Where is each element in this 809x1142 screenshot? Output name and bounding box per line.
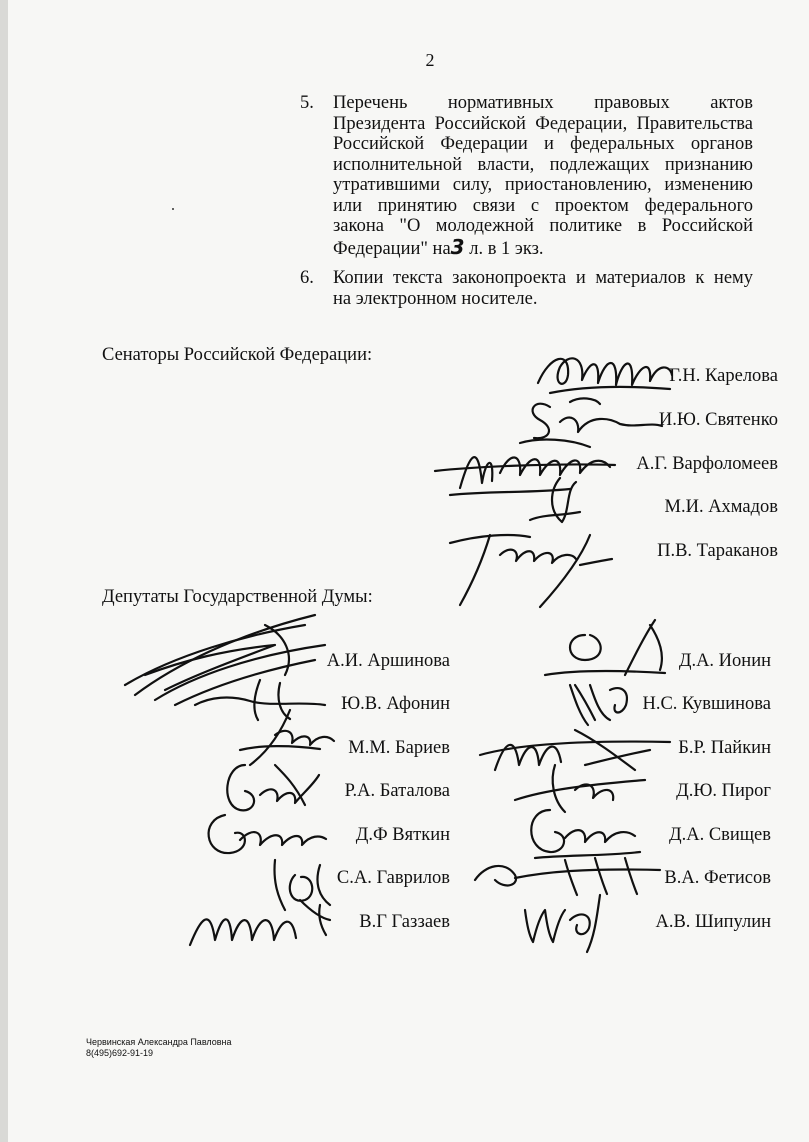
- signature-gavrilov: [255, 855, 345, 915]
- signature-karelova: [530, 345, 680, 405]
- signature-fetisov: [465, 850, 665, 900]
- scan-speck: [172, 208, 174, 210]
- deputy-name: С.А. Гаврилов: [336, 868, 450, 888]
- signature-kuvshinova: [560, 670, 640, 730]
- text-line: закона "О молодежной политике в Российской: [333, 216, 753, 236]
- list-item-text: [333, 268, 753, 309]
- deputy-name: В.Г Газзаев: [359, 912, 450, 932]
- senator-name: И.Ю. Святенко: [658, 410, 778, 430]
- text-line: на электронном носителе.: [333, 288, 538, 309]
- footer-phone: 8(495)692-91-19: [86, 1048, 154, 1058]
- signature-pirog: [505, 760, 655, 820]
- footer-contact: [86, 1037, 232, 1059]
- signature-gazzaev: [180, 890, 340, 955]
- text-line: Копии текста законопроекта и материалов к нему: [333, 268, 753, 288]
- senator-name: А.Г. Варфоломеев: [636, 454, 778, 474]
- scan-left-edge: [0, 0, 8, 1142]
- deputy-name: Д.Ф Вяткин: [355, 825, 450, 845]
- deputy-name: А.В. Шипулин: [655, 912, 771, 932]
- senator-name: Г.Н. Карелова: [669, 366, 778, 386]
- text-fragment: л. в 1 экз.: [464, 238, 544, 259]
- list-item-number: 5.: [300, 93, 314, 113]
- signature-varfolomeev: [430, 433, 620, 503]
- handwritten-count: 3: [450, 234, 465, 259]
- senators-heading: Сенаторы Российской Федерации:: [102, 345, 373, 365]
- text-fragment: Федерации" на: [333, 238, 451, 259]
- deputy-name: Ю.В. Афонин: [341, 694, 450, 714]
- deputy-name: Д.Ю. Пирог: [676, 781, 771, 801]
- list-item-text: [333, 93, 753, 259]
- list-item-number: 6.: [300, 268, 314, 288]
- text-line: утратившими силу, приостановлению, изменению: [333, 175, 753, 195]
- signature-paikin: [475, 720, 675, 780]
- deputy-name: В.А. Фетисов: [664, 868, 771, 888]
- text-line: исполнительной власти, подлежащих признанию: [333, 154, 753, 175]
- senator-name: П.В. Тараканов: [657, 541, 778, 561]
- signature-shipulin: [515, 880, 625, 955]
- text-line: Российской Федерации и федеральных органов: [333, 134, 753, 154]
- text-line: Перечень нормативных правовых актов: [333, 93, 753, 113]
- signature-tarakanov: [440, 515, 620, 615]
- deputy-name: Н.С. Кувшинова: [642, 694, 771, 714]
- deputy-name: Р.А. Баталова: [344, 781, 450, 801]
- page-number: 2: [425, 50, 435, 70]
- deputy-name: Д.А. Свищев: [668, 825, 771, 845]
- signature-vyatkin: [200, 805, 330, 865]
- text-line: [333, 234, 753, 260]
- signature-arshinova: [115, 605, 335, 715]
- deputy-name: М.М. Бариев: [348, 738, 450, 758]
- signature-svishchev: [515, 800, 645, 865]
- signature-bariev: [230, 705, 340, 775]
- senator-name: М.И. Ахмадов: [664, 497, 778, 517]
- signature-svyatenko: [520, 392, 670, 447]
- text-line: или принятию связи с проектом федерального: [333, 195, 753, 216]
- deputies-heading: Депутаты Государственной Думы:: [102, 587, 373, 607]
- deputy-name: Б.Р. Пайкин: [678, 738, 771, 758]
- text-line: Президента Российской Федерации, Правительства: [333, 113, 753, 134]
- deputy-name: А.И. Аршинова: [326, 651, 450, 671]
- deputy-name: Д.А. Ионин: [678, 651, 771, 671]
- signature-akhmadov: [520, 470, 590, 530]
- signature-afonin: [190, 675, 330, 725]
- signature-batalova: [215, 755, 325, 820]
- footer-name: Червинская Александра Павловна: [86, 1037, 232, 1047]
